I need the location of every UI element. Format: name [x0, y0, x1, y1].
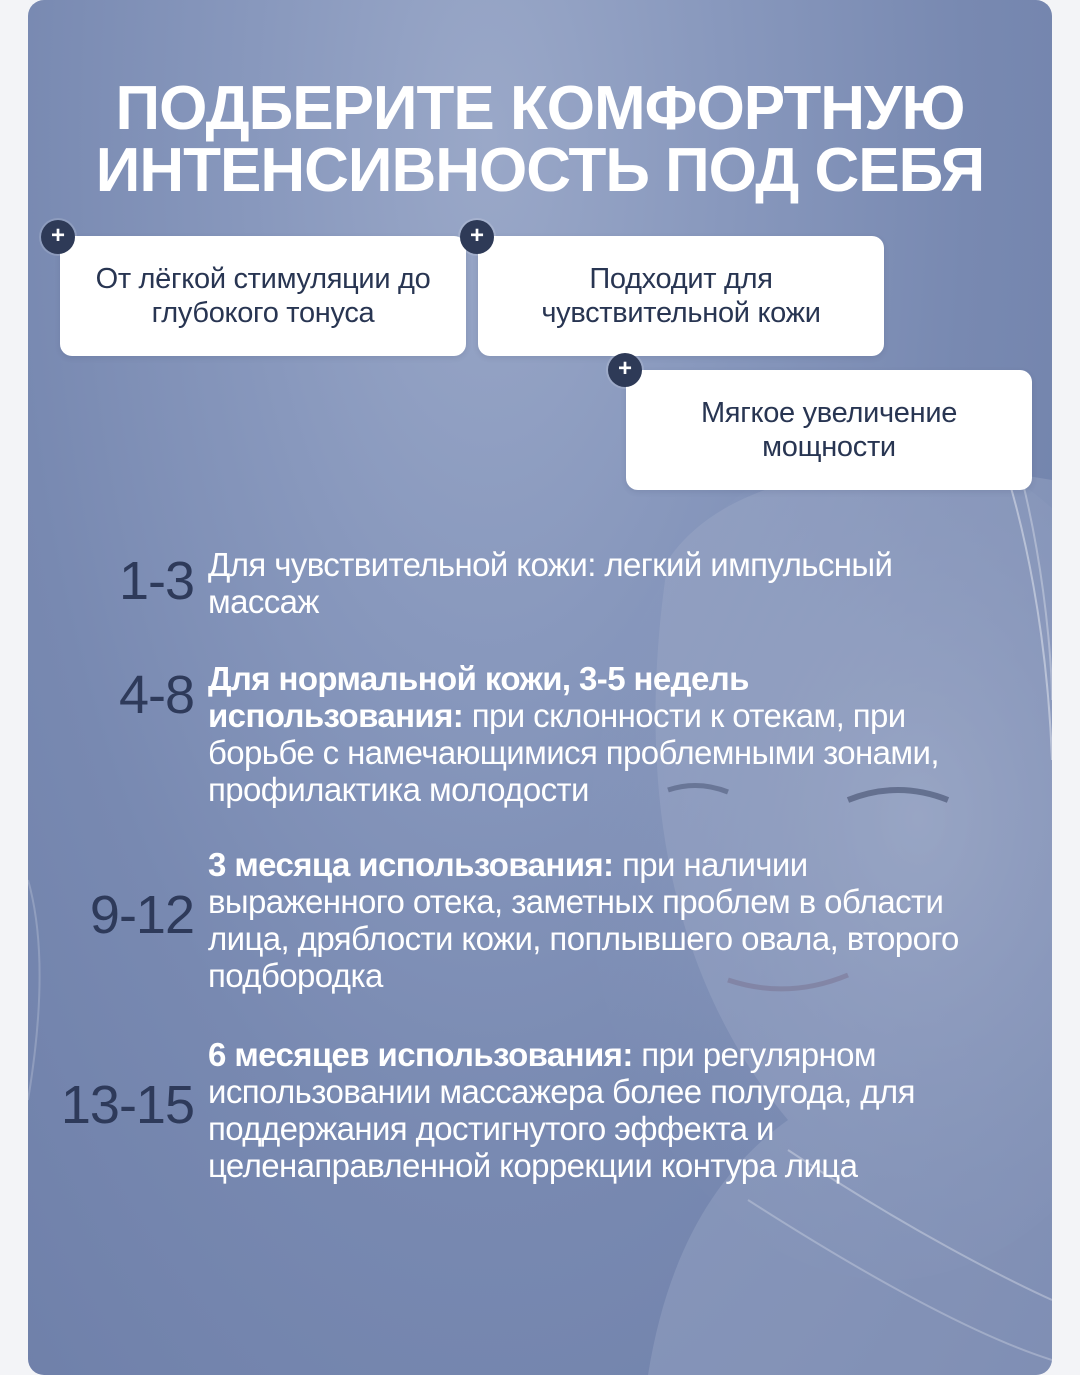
- plus-icon: +: [608, 353, 642, 387]
- level-description: [208, 660, 1008, 808]
- level-text: при регулярном использовании массажера более полугода, для поддержания достигнутого эффекта и целенаправленной коррекции контура лица: [208, 1036, 915, 1184]
- level-range: 9-12: [89, 885, 194, 945]
- level-text: при наличии выраженного отека, заметных проблем в области лица, дряблости кожи, поплывшего овала, второго подбородка: [208, 846, 959, 994]
- info-card: [28, 0, 1052, 1375]
- feature-box-2: [478, 236, 884, 356]
- level-bold-text: 3 месяца использования:: [208, 846, 614, 883]
- feature-text: Подходит для чувствительной кожи: [541, 263, 821, 329]
- level-bold-text: 6 месяцев использования:: [208, 1036, 633, 1073]
- feature-text: Мягкое увеличение мощности: [700, 397, 958, 463]
- title-line-2: ИНТЕНСИВНОСТЬ ПОД СЕБЯ: [95, 136, 985, 205]
- feature-box-1: [60, 236, 466, 356]
- level-bold-text: Для нормальной кожи, 3-5 недель использования:: [208, 660, 749, 734]
- level-description: [208, 546, 1008, 620]
- plus-icon: +: [41, 220, 75, 254]
- level-range: 13-15: [60, 1075, 194, 1135]
- title-line-1: ПОДБЕРИТЕ КОМФОРТНУЮ: [115, 74, 965, 143]
- level-range: 4-8: [118, 665, 194, 725]
- level-description: [208, 1036, 1008, 1184]
- plus-icon: +: [460, 220, 494, 254]
- level-text: при склонности к отекам, при борьбе с намечающимися проблемными зонами, профилактика молодости: [208, 697, 939, 808]
- level-text: Для чувствительной кожи: легкий импульсный массаж: [208, 546, 893, 620]
- feature-text: От лёгкой стимуляции до глубокого тонуса: [95, 263, 431, 329]
- feature-box-3: [626, 370, 1032, 490]
- level-description: [208, 846, 1008, 994]
- level-range: 1-3: [118, 551, 194, 611]
- page-title: [28, 74, 1052, 205]
